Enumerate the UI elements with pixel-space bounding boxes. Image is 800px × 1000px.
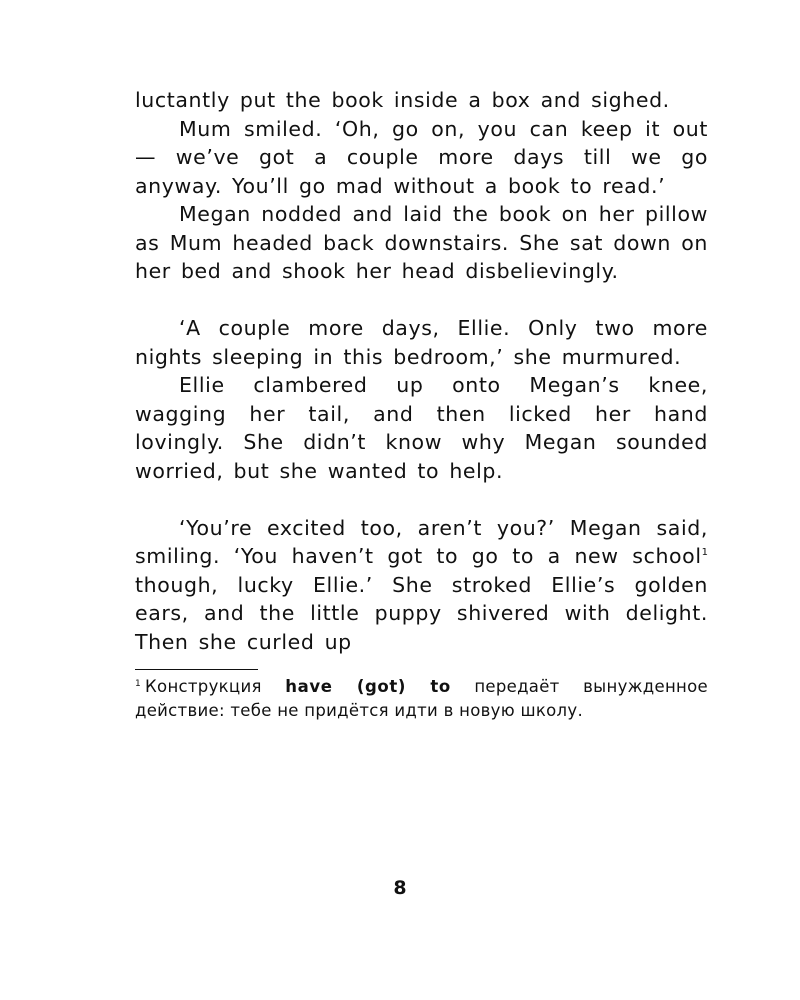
paragraph: Megan nodded and laid the book on her pillow as Mum headed back downstairs. She sat down on her bed and shook her head disbelievingly. [135, 202, 708, 283]
footnote-bold-term: have (got) to [285, 677, 451, 696]
page-number: 8 [393, 877, 407, 899]
footnote-marker[interactable]: 1 [701, 547, 708, 558]
footnote [135, 675, 708, 723]
footnote-number: 1 [135, 679, 142, 689]
paragraph-text: though, lucky Ellie.’ She stroked Ellie’s golden ears, and the little puppy shivered with delight. Then she curled up [135, 572, 708, 654]
footnote-rule [135, 669, 258, 670]
paragraph-text: ‘You’re excited too, aren’t you?’ Megan said, smiling. ‘You haven’t got to go to a new school [135, 515, 708, 568]
footnote-text: передаёт вынужденное действие: тебе не придётся идти в новую школу. [135, 677, 708, 720]
body-text [135, 86, 708, 656]
footnote-text: Конструкция [145, 677, 286, 696]
paragraph: luctantly put the book inside a box and sighed. [135, 88, 670, 112]
paragraph [135, 514, 708, 657]
paragraph: Mum smiled. ‘Oh, go on, you can keep it out — we’ve got a couple more days till we go anyway. You’ll go mad without a book to read.’ [135, 116, 708, 198]
paragraph: Ellie clambered up onto Megan’s knee, wagging her tail, and then licked her hand lovingly. She didn’t know why Megan sounded worried, but she wanted to help. [135, 373, 708, 483]
paragraph: ‘A couple more days, Ellie. Only two more nights sleeping in this bedroom,’ she murmured. [135, 316, 708, 369]
book-page [135, 86, 708, 723]
